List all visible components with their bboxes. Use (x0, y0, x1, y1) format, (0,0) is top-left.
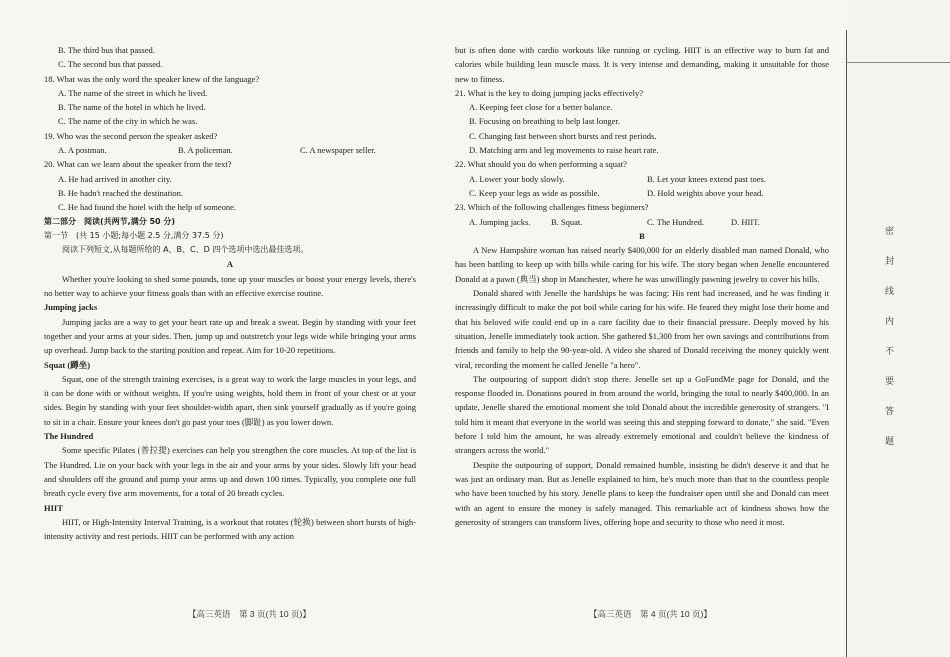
hiit-text-continued: but is often done with cardio workouts like running or cycling. HIIT is an effective way to burn fat and calories while building lean muscle mass. It is very intense and demanding, making it unsuitable for those new to fitness. (455, 45, 829, 84)
margin-top-rule (846, 62, 950, 63)
squat-title: Squat (蹲坐) (44, 359, 91, 370)
left-column (44, 43, 416, 543)
q21-option-b: B. Focusing on breathing to help last longer. (469, 116, 620, 127)
q18-option-c: C. The name of the city in which he was. (58, 116, 198, 127)
margin-char: 内 (885, 317, 895, 327)
q21-option-c: C. Changing fast between short bursts and rest periods. (469, 130, 657, 141)
part2-heading: 第二部分 阅读(共两节,满分 50 分) (44, 216, 176, 226)
q23-option-c: C. The Hundred. (647, 216, 704, 227)
q20-option-b: B. He hadn't reached the destination. (58, 187, 183, 198)
hundred-text: Some specific Pilates (普拉提) exercises can help you strengthen the core muscles. At top of the list is The Hundred. Lie on your back with your legs in the air and your arms by your sides. Slowly lift your head and shoulders off the ground and pump your arms up and down 100 times. Typically, you complete one full breath cycle every five arm movements, for a total of 20 breath cycles. (44, 445, 416, 499)
q18-option-a: A. The name of the street in which he lived. (58, 87, 208, 98)
margin-char: 封 (885, 257, 895, 267)
binding-margin (848, 0, 950, 657)
q19-option-a: A. A postman. (58, 145, 107, 156)
q22-question: 22. What should you do when performing a squat? (455, 159, 627, 170)
q23-option-b: B. Squat. (551, 216, 583, 227)
q22-option-b: B. Let your knees extend past toes. (647, 173, 766, 184)
q22-options-row1 (455, 172, 829, 186)
hundred-title: The Hundred (44, 431, 94, 442)
right-page-footer: 【高三英语 第 4 页(共 10 页)】 (589, 609, 712, 619)
section1-heading: 第一节 (共 15 小题;每小题 2.5 分,满分 37.5 分) (44, 230, 224, 240)
passage-b-paragraph-4: Despite the outpouring of support, Donald remained humble, insisting he didn't deserve it and that he was just an ordinary man. But as Jenelle explained to him, he's much more than that to the countless people who have been touched by his story. Jenelle plans to keep the fundraiser open until she and Donald can meet with an agent to ensure the money is safely managed. This remarkable act of kindness shows how the generosity of strangers can transform lives, offering hope and security to those who need it most. (455, 459, 829, 527)
q22-option-a: A. Lower your body slowly. (469, 173, 565, 184)
q21-option-d: D. Matching arm and leg movements to raise heart rate. (469, 145, 659, 156)
q22-option-d: D. Hold weights above your head. (647, 187, 764, 198)
q17-option-c: C. The second bus that passed. (58, 59, 163, 70)
squat-text: Squat, one of the strength training exercises, is a great way to work the large muscles in your legs, and it can be done with or without weights. If you're using weights, hold them in front of your chest or at your sides. Begin by standing with your feet shoulder-width apart, then sink yourself gradually as if you're going to sit in a chair. Ensure your knees don't go past your toes (脚趾) as you lower down. (44, 373, 416, 427)
margin-char: 线 (885, 287, 895, 297)
q23-option-d: D. HIIT. (731, 216, 760, 227)
margin-char: 要 (885, 377, 895, 387)
right-column (455, 43, 829, 529)
passage-b-paragraph-2: Donald shared with Jenelle the hardships he was facing: His rent had increased, and he was finding it increasingly difficult to make the pot boil while caring for his wife. He feared they might lose their home and that his beloved wife could end up in a care facility due to their financial pressure. Deeply moved by his situation, Jenelle immediately took action. She gathered $1,300 from her own savings and contributions from friends and family to help the 90-year-old. A video she shared of Donald receiving the money quickly went viral, recording the moment he called Jenelle "a hero". (455, 288, 829, 370)
passage-b-paragraph-3: The outpouring of support didn't stop there. Jenelle set up a GoFundMe page for Donald, and the response flooded in. Donations poured in from around the world, bringing the total to nearly $400,000. In an update, Jenelle shared the emotional moment she told Donald about the incredible generosity of strangers. "I told him it meant that everyone in the world was seeing this and stepping forward to donate," she said. "Even before I told him the amount, he was already extremely emotional and couldn't believe the kindness of strangers across the world." (455, 373, 829, 456)
margin-char: 不 (885, 347, 895, 357)
reading-instructions: 阅读下列短文,从每题所给的 A、B、C、D 四个选项中选出最佳选项。 (62, 245, 309, 255)
q20-option-c: C. He had found the hotel with the help of someone. (58, 202, 236, 213)
q19-option-c: C. A newspaper seller. (300, 145, 376, 156)
q22-options-row2 (455, 186, 829, 200)
q23-option-a: A. Jumping jacks. (469, 216, 531, 227)
margin-char: 密 (885, 227, 895, 237)
q18-question: 18. What was the only word the speaker knew of the language? (44, 73, 260, 84)
jumping-jacks-text: Jumping jacks are a way to get your heart rate up and break a sweat. Begin by standing with your feet together and your arms at your sides. Then, jump up and outstretch your legs wide while bringing your arms up overhead. Jump back to the starting position and repeat. Aim for 10-20 repetitions. (44, 316, 416, 356)
passage-a-letter: A (226, 259, 234, 270)
q22-option-c: C. Keep your legs as wide as possible. (469, 187, 600, 198)
passage-b-paragraph-1: A New Hampshire woman has raised nearly $400,000 for an elderly disabled man named Donald, who has been battling to keep up with bills while caring for his wife. The story began when Jenelle encountered Donald at a pawn (典当) shop in Manchester, where he was unwillingly pawning jewelry to cover his bills. (455, 245, 829, 284)
q23-question: 23. Which of the following challenges fitness beginners? (455, 202, 649, 213)
jumping-jacks-title: Jumping jacks (44, 302, 98, 313)
q23-options (455, 215, 829, 229)
margin-char: 答 (885, 407, 895, 417)
passage-a-intro: Whether you're looking to shed some pounds, tone up your muscles or boost your energy levels, there's no better way to achieve your fitness goals than with an effective exercise routine. (44, 273, 416, 299)
q18-option-b: B. The name of the hotel in which he lived. (58, 102, 206, 113)
q19-question: 19. Who was the second person the speaker asked? (44, 130, 218, 141)
q19-options (44, 143, 416, 157)
margin-char: 题 (885, 437, 895, 447)
q20-question: 20. What can we learn about the speaker from the text? (44, 159, 232, 170)
fold-line (846, 30, 847, 657)
q19-option-b: B. A policeman. (178, 145, 233, 156)
hiit-title: HIIT (44, 502, 63, 513)
hiit-text: HIIT, or High-Intensity Interval Training, is a workout that rotates (轮换) between short bursts of high-intensity activity and rest periods. HIIT can be performed with any action (44, 516, 416, 542)
q21-question: 21. What is the key to doing jumping jacks effectively? (455, 87, 644, 98)
q20-option-a: A. He had arrived in another city. (58, 173, 172, 184)
q17-option-b: B. The third bus that passed. (58, 45, 155, 55)
left-page-footer: 【高三英语 第 3 页(共 10 页)】 (188, 609, 311, 619)
passage-b-letter: B (639, 230, 645, 241)
q21-option-a: A. Keeping feet close for a better balance. (469, 102, 613, 113)
